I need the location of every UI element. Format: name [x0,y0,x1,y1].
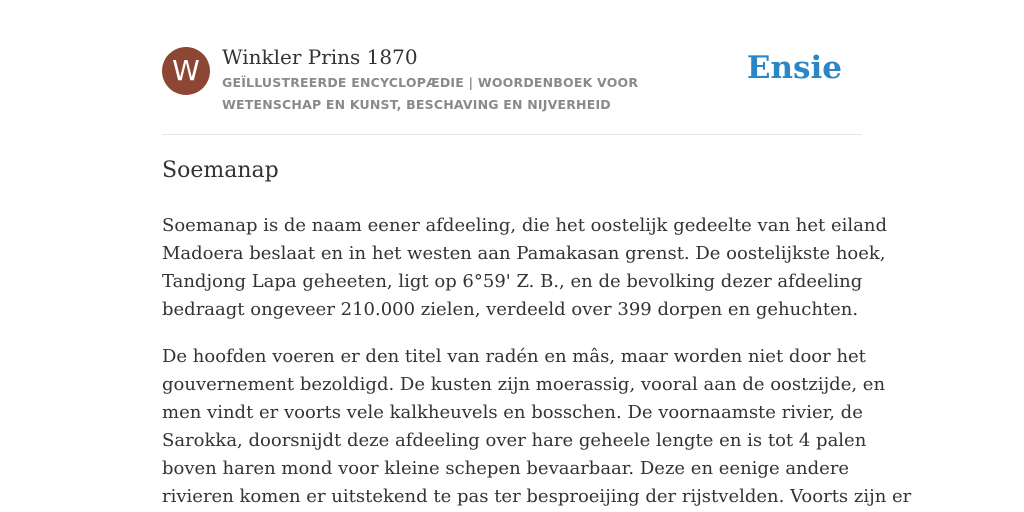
book-title[interactable]: Winkler Prins 1870 [222,45,418,69]
paragraph-line: Tandjong Lapa geheeten, ligt op 6°59' Z. B., en de bevolking dezer afdeeling [162,271,863,292]
paragraph-line: Madoera beslaat en in het westen aan Pamakasan grenst. De oostelijkste hoek, [162,243,886,264]
paragraph-line: Sarokka, doorsnijdt deze afdeeling over hare geheele lengte en is tot 4 palen [162,430,867,451]
paragraph-line: gouvernement bezoldigd. De kusten zijn moerassig, vooral aan de oostzijde, en [162,374,886,395]
book-subtitle: GEÏLLUSTREERDE ENCYCLOPÆDIE | WOORDENBOEK VOOR WETENSCHAP EN KUNST, BESCHAVING EN NIJVERHEID [222,75,639,112]
ensie-logo[interactable]: Ensie [746,50,842,86]
content-column [162,0,912,507]
paragraph-line: boven haren mond voor kleine schepen bevaarbaar. Deze en eenige andere [162,458,850,479]
paragraph-line: De hoofden voeren er den titel van radén en mâs, maar worden niet door het [162,346,866,367]
paragraph [162,343,912,511]
book-header [162,0,862,135]
paragraph-line: men vindt er voorts vele kalkheuvels en bosschen. De voornaamste rivier, de [162,402,863,423]
paragraph [162,212,887,324]
book-avatar[interactable]: W [162,47,210,95]
article-title: Soemanap [162,158,279,183]
paragraph-line: bedraagt ongeveer 210.000 zielen, verdeeld over 399 dorpen en gehuchten. [162,299,859,320]
paragraph-line: Soemanap is de naam eener afdeeling, die het oostelijk gedeelte van het eiland [162,215,887,236]
paragraph-line: rivieren komen er uitstekend te pas ter besproeijing der rijstvelden. Voorts zijn er [162,486,912,507]
article-body [162,212,912,512]
